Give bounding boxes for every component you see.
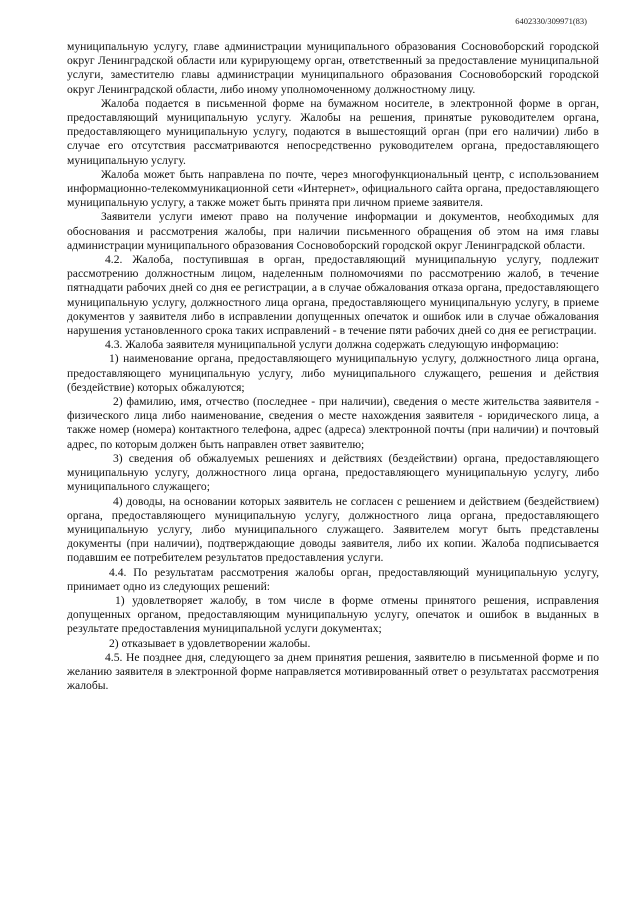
list-item-4-3-2: 2) фамилию, имя, отчество (последнее - при наличии), сведения о месте жительства заявителя - физического лица либо наименование, сведения о месте нахождения заявителя - юридического лица, а также номер (номера) контактного телефона, адрес (адреса) электронной почты (при наличии) и почтовый адрес, по которым должен быть направлен ответ заявителю;: [67, 395, 599, 451]
paragraph-2: Жалоба подается в письменной форме на бумажном носителе, в электронной форме в орган, предоставляющий муниципальную услугу. Жалобы на решения, принятые руководителем органа, предоставляющего муниципальную услугу, подаются в вышестоящий орган (при его наличии) либо в случае его отсутствия рассматриваются непосредственно руководителем органа, предоставляющего муниципальную услугу.: [67, 96, 599, 167]
paragraph-1: муниципальную услугу, главе администрации муниципального образования Сосновоборский городской округ Ленинградской области или курирующему орган, ответственный за предоставление муниципальной услуги, заместителю главы администрации муниципального образования Сосновоборский городской округ Ленинградской области, либо иному уполномоченному должностному лицу.: [67, 40, 599, 96]
paragraph-section-4-5: 4.5. Не позднее дня, следующего за днем принятия решения, заявителю в письменной форме и по желанию заявителя в электронной форме направляется мотивированный ответ о результатах рассмотрения жалобы.: [67, 650, 599, 693]
paragraph-section-4-2: 4.2. Жалоба, поступившая в орган, предоставляющий муниципальную услугу, подлежит рассмотрению должностным лицом, наделенным полномочиями по рассмотрению жалоб, в течение пятнадцати рабочих дней со дня ее регистрации, а в случае обжалования отказа органа, предоставляющего муниципальную услугу, должностного лица органа, предоставляющего муниципальную услугу, в приеме документов у заявителя либо в исправлении допущенных опечаток и ошибок или в случае обжалования нарушения установленного срока таких исправлений - в течение пяти рабочих дней со дня ее регистрации.: [67, 253, 599, 338]
paragraph-3: Жалоба может быть направлена по почте, через многофункциональный центр, с использованием информационно-телекоммуникационной сети «Интернет», официального сайта органа, предоставляющего муниципальную услугу, а также может быть принята при личном приеме заявителя.: [67, 167, 599, 210]
paragraph-section-4-4: 4.4. По результатам рассмотрения жалобы орган, предоставляющий муниципальную услугу, принимает одно из следующих решений:: [67, 565, 599, 593]
list-item-4-4-2: 2) отказывает в удовлетворении жалобы.: [109, 636, 311, 650]
paragraph-section-4-3: 4.3. Жалоба заявителя муниципальной услуги должна содержать следующую информацию:: [105, 338, 559, 352]
list-item-4-3-1: 1) наименование органа, предоставляющего муниципальную услугу, должностного лица органа, предоставляющего муниципальную услугу, либо муниципального служащего, решения и действия (бездействие) которых обжалуются;: [67, 352, 599, 394]
list-item-4-4-1: 1) удовлетворяет жалобу, в том числе в форме отмены принятого решения, исправления допущенных органом, предоставляющим муниципальную услугу, опечаток и ошибок в выданных в результате предоставления муниципальной услуги документах;: [67, 593, 599, 636]
document-id: 6402330/309971(83): [515, 16, 587, 26]
list-item-4-3-3: 3) сведения об обжалуемых решениях и действиях (бездействии) органа, предоставляющего муниципальную услугу, должностного лица органа, предоставляющего муниципальную услугу, либо муниципального служащего;: [67, 451, 599, 494]
paragraph-4: Заявители услуги имеют право на получение информации и документов, необходимых для обоснования и рассмотрения жалобы, при наличии письменного обращения об этом на имя главы администрации муниципального образования Сосновоборский городской округ Ленинградской области.: [67, 210, 599, 252]
document-body: [67, 40, 599, 693]
list-item-4-3-4: 4) доводы, на основании которых заявитель не согласен с решением и действием (бездействием) органа, предоставляющего муниципальную услугу, должностного лица органа, предоставляющего муниципальную услугу, либо муниципального служащего. Заявителем могут быть представлены документы (при наличии), подтверждающие доводы заявителя, либо их копии. Жалоба подписывается подавшим ее потребителем результатов предоставления услуги.: [67, 494, 599, 565]
